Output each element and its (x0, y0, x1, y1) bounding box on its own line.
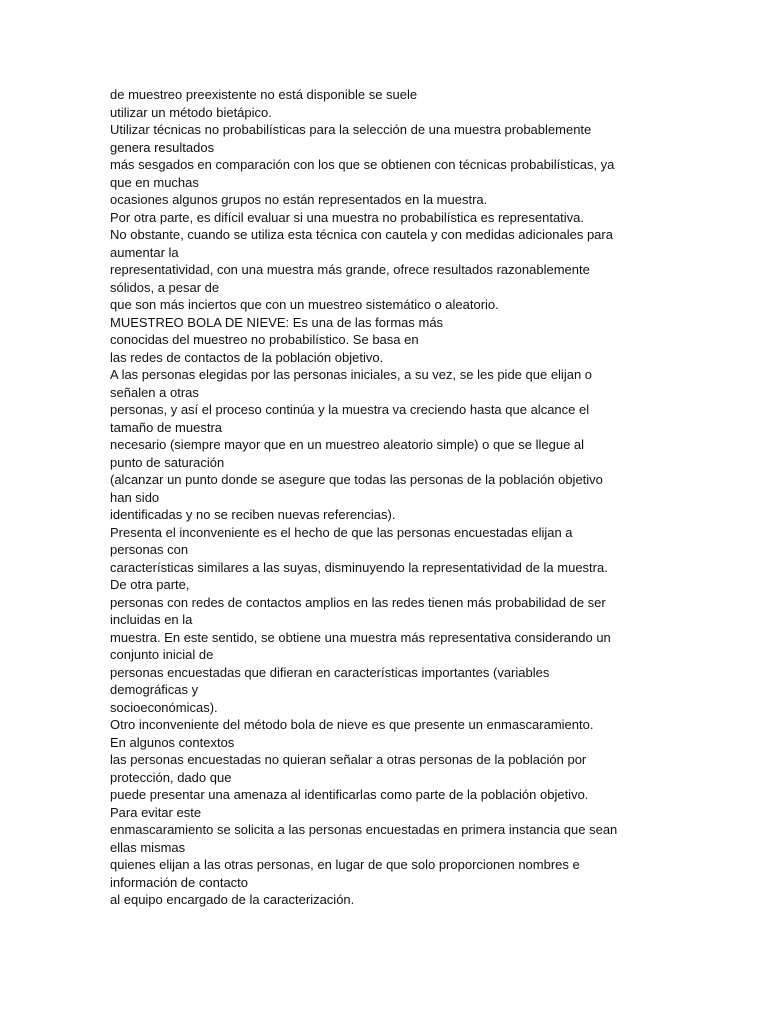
text-line: necesario (siempre mayor que en un muestreo aleatorio simple) o que se llegue al (110, 437, 585, 452)
text-line: características similares a las suyas, disminuyendo la representatividad de la muestra. (110, 559, 608, 575)
text-line: representatividad, con una muestra más grande, ofrece resultados razonablemente (110, 262, 590, 277)
text-line: ocasiones algunos grupos no están representados en la muestra. (110, 192, 488, 207)
text-line: de muestreo preexistente no está disponible se suele (110, 87, 418, 102)
text-line: En algunos contextos (110, 734, 235, 750)
document-body (110, 86, 658, 909)
text-line: utilizar un método bietápico. (110, 104, 272, 120)
text-line: ellas mismas (110, 839, 186, 855)
text-line: punto de saturación (110, 454, 225, 470)
text-line: las personas encuestadas no quieran señalar a otras personas de la población por (110, 752, 587, 767)
text-line: muestra. En este sentido, se obtiene una muestra más representativa considerando un (110, 629, 611, 645)
text-line: Utilizar técnicas no probabilísticas para la selección de una muestra probablemente (110, 122, 592, 137)
text-line: que en muchas (110, 174, 199, 190)
text-line: las redes de contactos de la población objetivo. (110, 349, 384, 365)
text-line: personas, y así el proceso continúa y la muestra va creciendo hasta que alcance el (110, 402, 590, 417)
text-line: personas con (110, 542, 189, 557)
text-line: han sido (110, 489, 160, 505)
text-line: personas con redes de contactos amplios en las redes tienen más probabilidad de ser (110, 594, 606, 610)
text-line: al equipo encargado de la caracterización. (110, 892, 355, 907)
text-line: que son más inciertos que con un muestreo sistemático o aleatorio. (110, 297, 499, 312)
text-line: señalen a otras (110, 384, 199, 400)
text-line: personas encuestadas que difieran en características importantes (variables (110, 664, 550, 680)
text-line: identificadas y no se reciben nuevas referencias). (110, 507, 396, 522)
text-line: A las personas elegidas por las personas iniciales, a su vez, se les pide que elijan o (110, 367, 593, 382)
text-line: incluidas en la (110, 612, 193, 627)
text-line: De otra parte, (110, 577, 190, 592)
text-line: protección, dado que (110, 769, 232, 785)
text-line: sólidos, a pesar de (110, 279, 220, 295)
text-line: demográficas y (110, 682, 199, 697)
text-line: genera resultados (110, 139, 215, 155)
text-line: Otro inconveniente del método bola de nieve es que presente un enmascaramiento. (110, 717, 594, 732)
text-line: conocidas del muestreo no probabilístico. Se basa en (110, 332, 419, 347)
text-line: Presenta el inconveniente es el hecho de que las personas encuestadas elijan a (110, 524, 573, 540)
text-line: más sesgados en comparación con los que se obtienen con técnicas probabilísticas, ya (110, 157, 615, 172)
text-line: enmascaramiento se solicita a las personas encuestadas en primera instancia que sean (110, 822, 618, 837)
document-page (110, 86, 658, 909)
text-line: puede presentar una amenaza al identificarlas como parte de la población objetivo. (110, 787, 589, 802)
text-line: socioeconómicas). (110, 699, 218, 715)
text-line: No obstante, cuando se utiliza esta técnica con cautela y con medidas adicionales para (110, 227, 613, 242)
text-line: Por otra parte, es difícil evaluar si una muestra no probabilística es representativa. (110, 209, 585, 225)
text-line: (alcanzar un punto donde se asegure que todas las personas de la población objetivo (110, 472, 603, 487)
text-line: quienes elijan a las otras personas, en lugar de que solo proporcionen nombres e (110, 857, 580, 872)
text-line: aumentar la (110, 244, 179, 260)
text-line: tamaño de muestra (110, 419, 223, 435)
text-line: conjunto inicial de (110, 647, 214, 662)
text-line: Para evitar este (110, 804, 202, 820)
section-heading-line: MUESTREO BOLA DE NIEVE: Es una de las formas más (110, 314, 444, 330)
text-line: información de contacto (110, 874, 249, 890)
